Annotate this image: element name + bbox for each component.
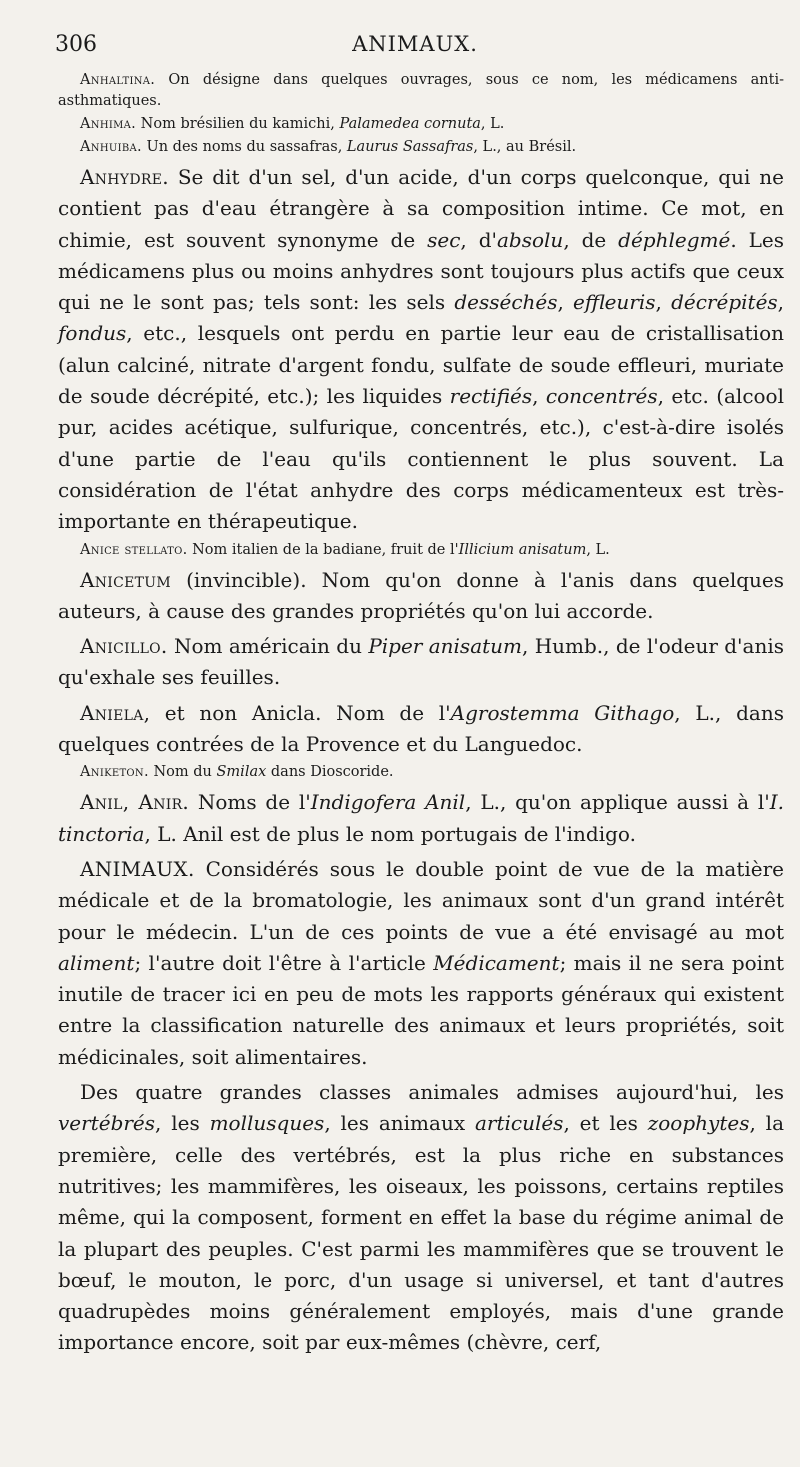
italic-text: concentrés	[545, 384, 658, 409]
headword: Aniela	[80, 700, 144, 725]
headword: Anhuiba.	[80, 139, 142, 155]
entry-text: Nom italien de la badiane, fruit de l'	[187, 541, 459, 558]
headword: Anil, Anir.	[80, 790, 190, 815]
entry-anhydre	[58, 162, 784, 538]
entry-anhaltina	[58, 70, 784, 112]
dictionary-entries	[58, 70, 784, 1361]
entry-animaux-continued	[58, 1077, 784, 1359]
entry-text: , L., qu'on applique aussi à l'	[465, 790, 770, 815]
italic-text: décrépités	[671, 290, 778, 315]
headword: Anice stellato.	[80, 541, 188, 558]
entry-text: , L.	[480, 116, 505, 132]
entry-aniela	[58, 698, 784, 761]
italic-text: absolu	[497, 227, 564, 252]
italic-text: vertébrés	[58, 1111, 156, 1136]
entry-text: ; l'autre doit l'être à l'article	[134, 950, 434, 975]
entry-text: dans Dioscoride.	[266, 764, 394, 781]
entry-anil	[58, 787, 784, 850]
entry-text: , et les	[563, 1111, 648, 1136]
entry-anice-stellato	[58, 540, 784, 561]
entry-text: On désigne dans quelques ouvrages, sous ce nom, les médicamens anti-asthmatiques.	[58, 72, 784, 109]
entry-anhuiba	[58, 137, 784, 158]
entry-text: ; mais il ne sera point inutile de tracer ici en peu de mots les rapports généraux qui existent entre la classification naturelle des animaux et leurs propriétés, soit médicinales, soit alimentaires.	[58, 950, 784, 1069]
entry-text: , etc., lesquels ont perdu en partie leur eau de cristallisation (alun calciné, nitrate d'argent fondu, sulfate de soude effleuri, muriate de soude décrépité, etc.); les liquides	[58, 321, 784, 409]
entry-text: ,	[655, 290, 672, 315]
italic-text: fondus	[58, 321, 127, 346]
italic-text: Laurus Sassafras	[346, 139, 474, 155]
italic-text: desséchés	[454, 290, 558, 315]
headword: Anicillo.	[80, 634, 168, 659]
entry-aniketon	[58, 762, 784, 783]
italic-text: Palamedea cornuta	[339, 116, 481, 132]
entry-text: Noms de l'	[189, 790, 311, 815]
entry-text: , de	[563, 227, 619, 252]
entry-text: ,	[557, 290, 574, 315]
entry-text: Se dit d'un sel, d'un acide, d'un corps quelconque, qui ne contient pas d'eau étrangère à sa composition intime. Ce mot, en chimie, est souvent synonyme de	[58, 165, 784, 252]
italic-text: Médicament	[433, 950, 560, 975]
italic-text: mollusques	[209, 1111, 325, 1136]
entry-text: (invincible). Nom qu'on donne à l'anis dans quelques auteurs, à cause des grandes propriétés qu'on lui accorde.	[58, 567, 784, 623]
entry-text: , etc. (alcool pur, acides acétique, sulfurique, concentrés, etc.), c'est-à-dire isolés d'une partie de l'eau qu'ils contiennent le plus souvent. La considération de l'état anhydre des corps médicamenteux est très-importante en thérapeutique.	[58, 384, 784, 534]
headword: Aniketon.	[80, 764, 149, 781]
italic-text: Smilax	[216, 764, 267, 781]
entry-text: Des quatre grandes classes animales admises aujourd'hui, les	[80, 1080, 784, 1105]
italic-text: Agrostemma Githago	[450, 700, 675, 725]
italic-text: Indigofera Anil	[310, 790, 466, 815]
entry-anicetum	[58, 565, 784, 628]
page-number: 306	[55, 32, 97, 57]
running-head: ANIMAUX.	[352, 32, 478, 56]
italic-text: aliment	[58, 950, 135, 975]
entry-text: , Humb., de l'odeur d'anis qu'exhale ses feuilles.	[58, 634, 785, 690]
headword: Anicetum	[80, 567, 172, 592]
entry-text: Nom du	[148, 764, 217, 781]
italic-text: déphlegmé	[618, 227, 731, 252]
page-header	[55, 30, 775, 64]
entry-text: , et non Anicla. Nom de l'	[143, 700, 451, 725]
entry-text: ,	[777, 290, 785, 315]
headword: Anhima.	[80, 116, 137, 132]
entry-text: , L.	[586, 541, 610, 558]
entry-text: , les animaux	[324, 1111, 475, 1136]
italic-text: sec	[427, 227, 461, 252]
italic-text: rectifiés	[449, 384, 533, 409]
entry-anhima	[58, 114, 784, 135]
italic-text: zoophytes	[647, 1111, 750, 1136]
headword: Anhaltina.	[80, 72, 156, 88]
entry-text: ,	[532, 384, 546, 409]
entry-text: Nom brésilien du kamichi,	[136, 116, 340, 132]
entry-animaux	[58, 854, 784, 1073]
italic-text: effleuris	[573, 290, 656, 315]
entry-text: . Les médicamens plus ou moins anhydres sont toujours plus actifs que ceux qui ne le sont pas; tels sont: les sels	[58, 227, 784, 315]
entry-text: Considérés sous le double point de vue de la matière médicale et de la bromatologie, les animaux sont d'un grand intérêt pour le médecin. L'un de ces points de vue a été envisagé au mot	[58, 856, 784, 944]
entry-text: Un des noms du sassafras,	[141, 139, 347, 155]
headword: ANIMAUX.	[80, 856, 195, 881]
entry-text: , d'	[460, 227, 497, 252]
italic-text: Piper anisatum	[368, 634, 522, 659]
entry-text: , la première, celle des vertébrés, est la plus riche en substances nutritives; les mammifères, les oiseaux, les poissons, certains reptiles même, qui la composent, forment en effet la base du régime animal de la plupart des peuples. C'est parmi les mammifères que se trouvent le bœuf, le mouton, le porc, d'un usage si universel, et tant d'autres quadrupèdes moins généralement employés, mais d'une grande importance encore, soit par eux-mêmes (chèvre, cerf,	[58, 1111, 784, 1355]
entry-text: Nom américain du	[167, 634, 369, 659]
italic-text: articulés	[474, 1111, 564, 1136]
entry-text: , les	[155, 1111, 210, 1136]
italic-text: I. tinctoria	[58, 790, 784, 846]
entry-text: , L., dans quelques contrées de la Provence et du Languedoc.	[58, 700, 784, 757]
headword: Anhydre.	[80, 165, 169, 189]
entry-text: , L., au Brésil.	[473, 139, 577, 155]
entry-text: , L. Anil est de plus le nom portugais de l'indigo.	[144, 821, 636, 846]
italic-text: Illicium anisatum	[458, 541, 587, 558]
entry-anicillo	[58, 631, 784, 694]
